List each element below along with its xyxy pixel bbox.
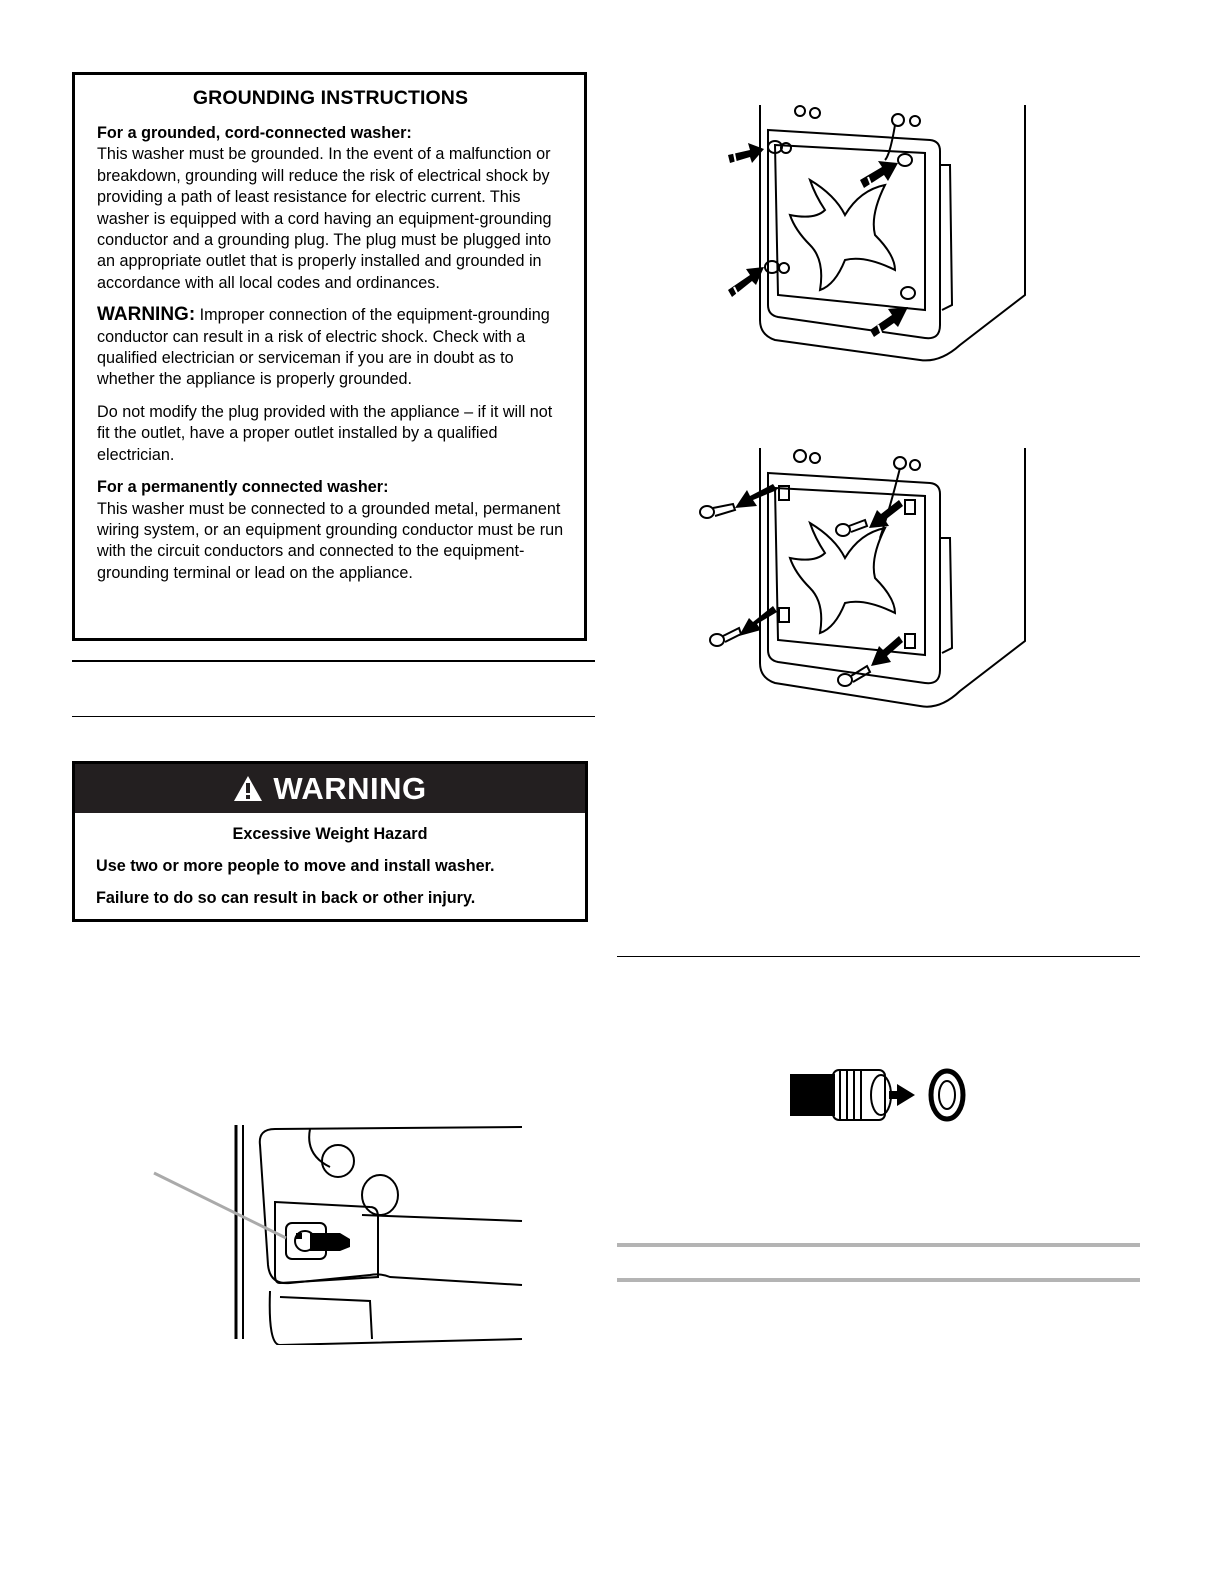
- warning-header-text: WARNING: [273, 770, 427, 806]
- grounding-instructions-box: [72, 72, 587, 641]
- warning-header: [75, 764, 585, 813]
- warning-triangle-icon: [233, 775, 263, 802]
- warning-line-1: Use two or more people to move and install washer.: [96, 857, 495, 875]
- warning-body: [75, 813, 585, 908]
- grey-rule-top: [617, 1243, 1140, 1247]
- plug-text: Do not modify the plug provided with the appliance – if it will not fit the outlet, have a proper outlet installed by a qualified electrician.: [97, 402, 553, 464]
- right-section-rule: [617, 956, 1140, 957]
- warning-label: WARNING:: [97, 304, 196, 326]
- weight-warning-box: [72, 761, 588, 922]
- warning-text: Improper connection of the equipment-grounding conductor can result in a risk of electric shock. Check with a qualified electrician or serviceman if you are in doubt as to whether the appliance is properly grounded.: [97, 306, 550, 389]
- hazard-title: Excessive Weight Hazard: [232, 825, 428, 843]
- section-rule-bottom: [72, 716, 595, 717]
- permanent-heading: For a permanently connected washer:: [97, 478, 389, 497]
- permanent-text: This washer must be connected to a grounded metal, permanent wiring system, or an equipment grounding conductor must be run with the circuit conductors and connected to the equipment-grounding terminal or lead on the appliance.: [97, 499, 564, 582]
- warning-line-2: Failure to do so can result in back or other injury.: [96, 889, 476, 907]
- washer-rear-closeup-figure: [150, 1125, 530, 1345]
- hose-washer-figure: [785, 1062, 970, 1128]
- grey-rule-bottom: [617, 1278, 1140, 1282]
- washer-back-remove-bolts-figure: [695, 448, 1040, 720]
- corded-text: This washer must be grounded. In the event of a malfunction or breakdown, grounding will reduce the risk of electrical shock by providing a path of least resistance for electric current. This washer is equipped with a cord having an equipment-grounding conductor and a grounding plug. The plug must be plugged into an appropriate outlet that is properly installed and grounded in accordance with all local codes and ordinances.: [97, 145, 552, 292]
- washer-back-bolts-figure: [720, 105, 1040, 375]
- section-rule-top: [72, 660, 595, 662]
- corded-heading: For a grounded, cord-connected washer:: [97, 124, 412, 142]
- grounding-warning: [97, 304, 564, 391]
- grounding-title: GROUNDING INSTRUCTIONS: [192, 87, 469, 109]
